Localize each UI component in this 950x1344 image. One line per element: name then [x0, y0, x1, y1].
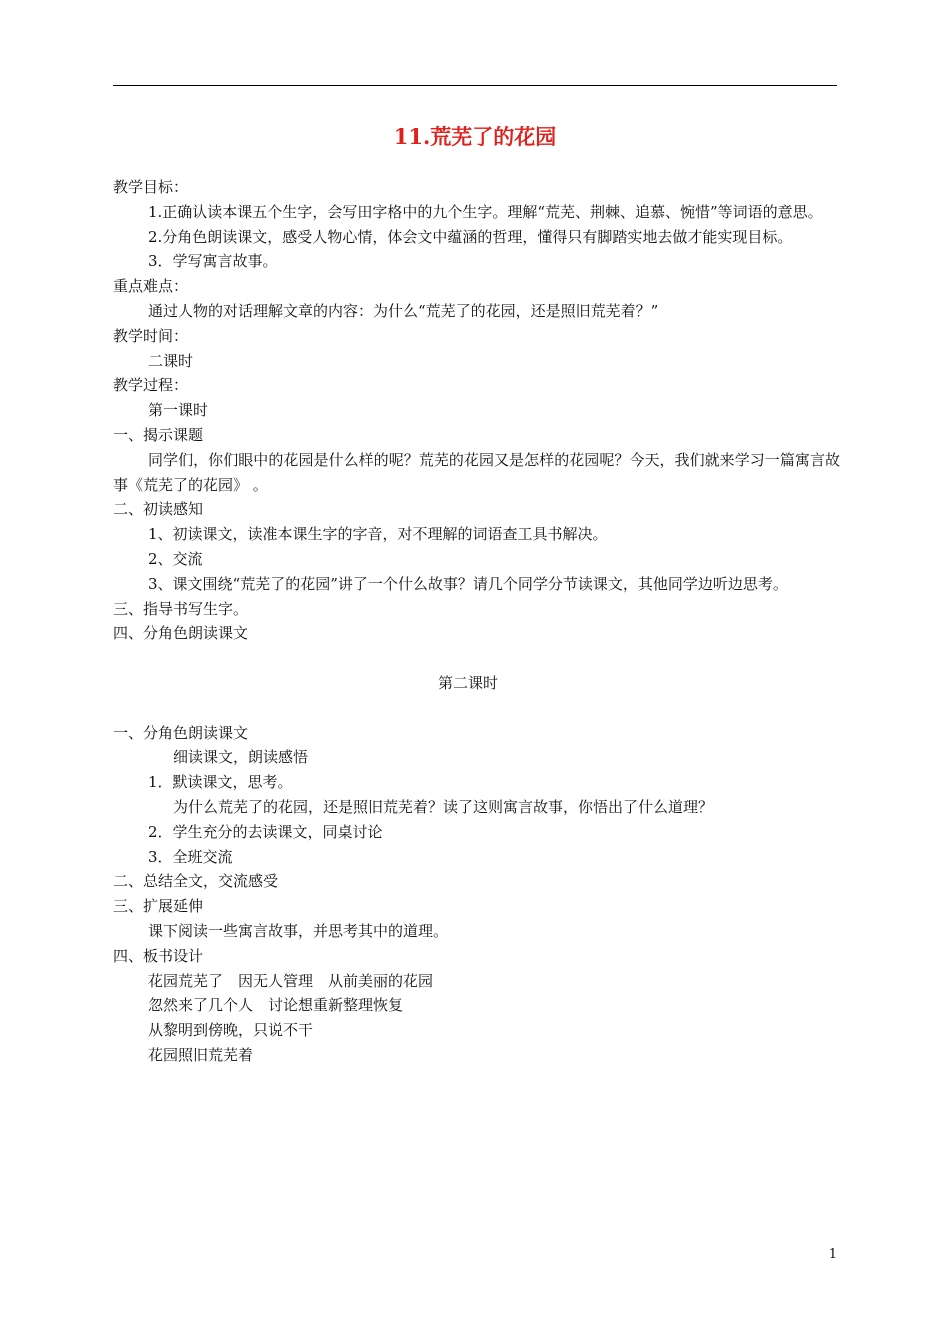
section-1-heading: 一、揭示课题 — [113, 425, 204, 444]
time-text: 二课时 — [148, 351, 194, 370]
lesson-2-section-3-heading: 三、扩展延伸 — [113, 897, 204, 916]
time-heading: 教学时间： — [113, 326, 189, 345]
page-number: 1 — [828, 1247, 837, 1262]
lesson-2-section-3-text: 课下阅读一些寓言故事，并思考其中的道理。 — [148, 921, 449, 940]
key-points-text: 通过人物的对话理解文章的内容：为什么“荒芜了的花园，还是照旧荒芜着？” — [148, 301, 659, 320]
goal-item-3: 3．学写寓言故事。 — [148, 252, 278, 271]
lesson-2-item-3: 3．全班交流 — [148, 847, 233, 866]
lesson-2-heading: 第二课时 — [437, 673, 498, 692]
lesson-2-item-2: 2．学生充分的去读课文，同桌讨论 — [148, 822, 383, 841]
board-line-4: 花园照旧荒芜着 — [148, 1045, 254, 1064]
goals-heading: 教学目标： — [113, 178, 189, 196]
lesson-2-item-1-question: 为什么荒芜了的花园，还是照旧荒芜着？读了这则寓言故事，你悟出了什么道理？ — [173, 797, 714, 816]
section-2-item-2: 2、交流 — [148, 549, 203, 568]
lesson-2-section-1-sub: 细读课文，朗读感悟 — [173, 748, 309, 767]
section-3-heading: 三、指导书写生字。 — [113, 599, 249, 618]
board-line-1: 花园荒芜了 因无人管理 从前美丽的花园 — [148, 971, 434, 990]
spacer — [113, 696, 840, 721]
lesson-2-item-1: 1．默读课文，思考。 — [148, 773, 293, 792]
key-points-heading: 重点难点： — [113, 277, 189, 296]
lesson-2-section-2-heading: 二、总结全文，交流感受 — [113, 872, 279, 891]
header-rule — [113, 85, 837, 86]
section-1-text: 同学们，你们眼中的花园是什么样的呢？荒芜的花园又是怎样的花园呢？今天，我们就来学习一篇寓言故事《荒芜了的花园》 。 — [113, 450, 840, 494]
goal-item-2: 2.分角色朗读课文，感受人物心情，体会文中蕴涵的哲理，懂得只有脚踏实地去做才能实现目标。 — [148, 227, 793, 246]
board-line-2: 忽然来了几个人 讨论想重新整理恢复 — [148, 996, 404, 1015]
section-2-heading: 二、初读感知 — [113, 500, 204, 519]
lesson-1-heading: 第一课时 — [148, 401, 209, 420]
spacer — [113, 646, 840, 671]
document-title: 11.荒芜了的花园 — [393, 124, 557, 149]
lesson-2-section-1-heading: 一、分角色朗读课文 — [113, 723, 249, 742]
document-body — [113, 175, 840, 1068]
section-4-heading: 四、分角色朗读课文 — [113, 624, 249, 643]
process-heading: 教学过程： — [113, 376, 189, 395]
section-2-item-3: 3、课文围绕“荒芜了的花园”讲了一个什么故事？请几个同学分节读课文，其他同学边听边思考。 — [148, 574, 788, 593]
board-line-3: 从黎明到傍晚，只说不干 — [148, 1021, 314, 1040]
lesson-2-section-4-heading: 四、板书设计 — [113, 946, 204, 965]
section-2-item-1: 1、初读课文，读准本课生字的字音，对不理解的词语查工具书解决。 — [148, 525, 608, 544]
goal-item-1: 1.正确认读本课五个生字，会写田字格中的九个生字。理解“荒芜、荆棘、追慕、惋惜”等词语的意思。 — [148, 202, 823, 221]
